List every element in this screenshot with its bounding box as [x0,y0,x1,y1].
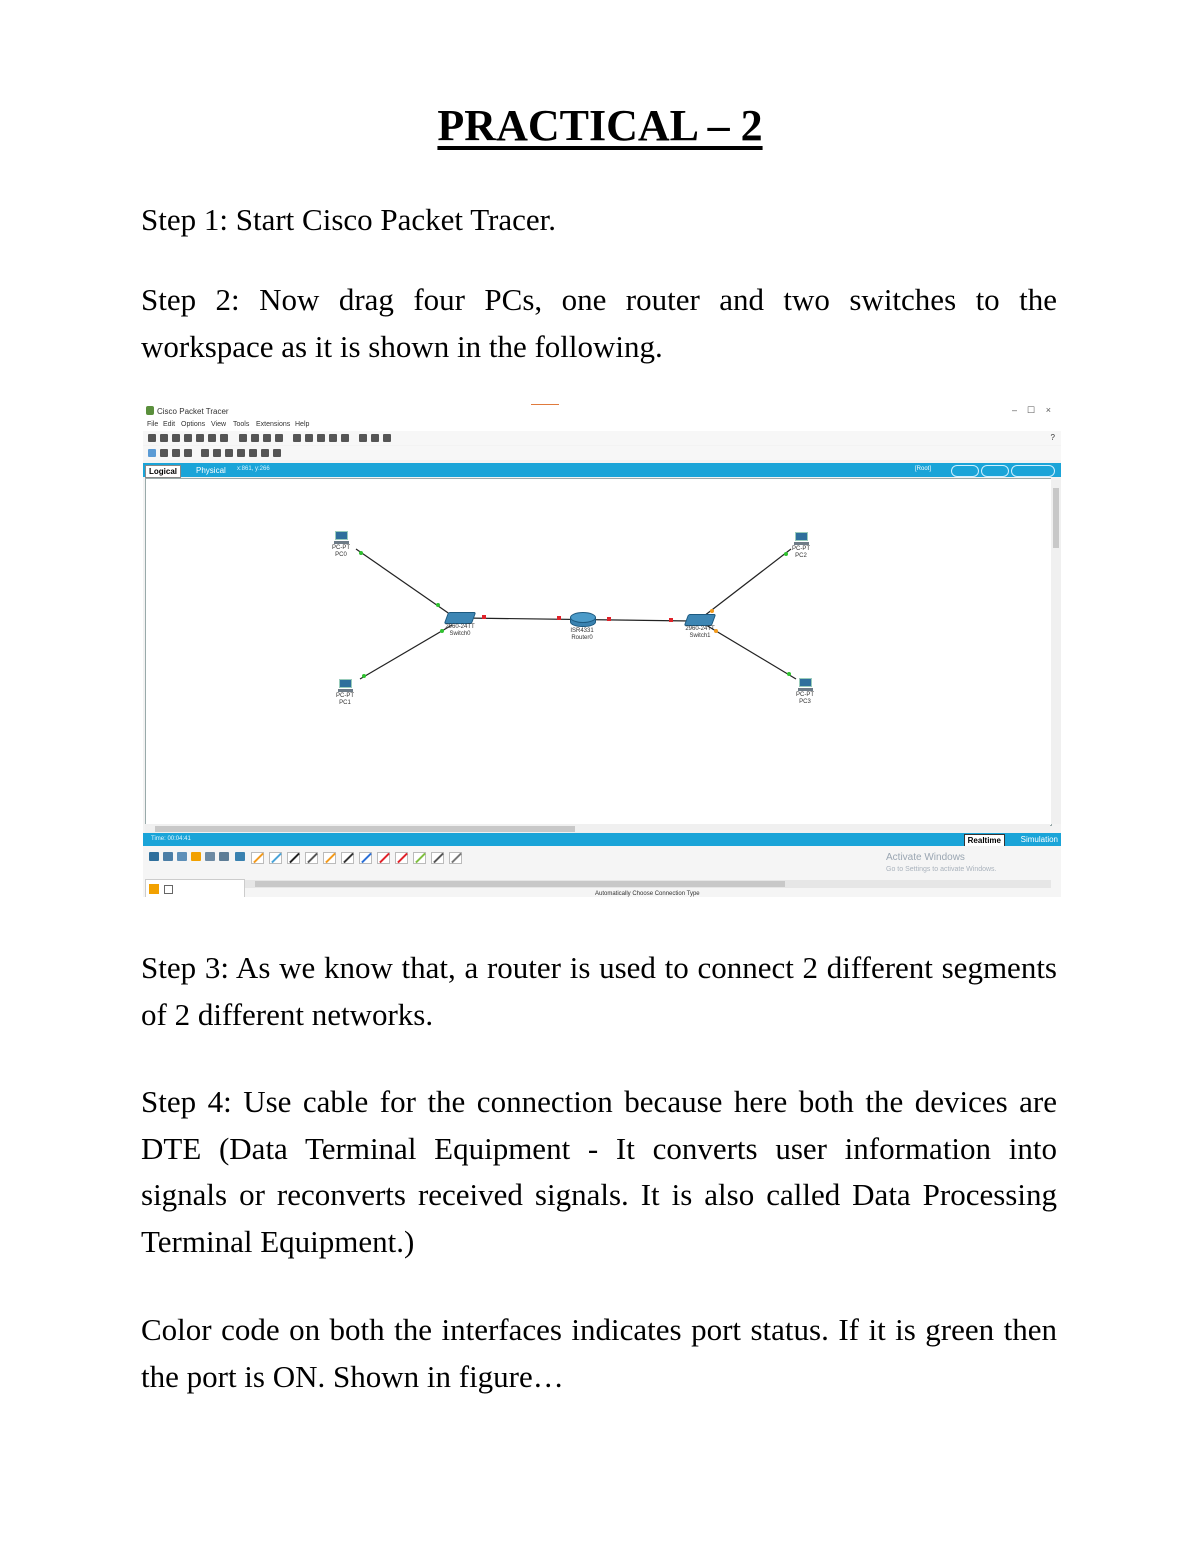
router0-name: Router0 [571,635,593,641]
step-3-text: Step 3: As we know that, a router is used to connect 2 different segments of 2 different networks. [141,950,1057,1032]
tab-logical[interactable]: Logical [145,465,181,478]
network-devices-icon[interactable] [149,852,159,861]
link-pc0-switch0[interactable] [356,549,454,617]
horizontal-scrollbar[interactable] [145,824,1050,833]
pt-main-toolbar [143,431,1061,445]
pc1-name: PC1 [339,700,351,706]
activity-wizard-icon[interactable] [196,434,204,442]
drawing-palette-icon[interactable] [329,434,337,442]
port-status-pc3 [787,672,791,676]
custom-device-icon[interactable] [341,434,349,442]
menu-help[interactable]: Help [295,421,310,428]
maximize-button[interactable]: ☐ [1026,405,1035,415]
end-devices-icon[interactable] [163,852,173,861]
phone-cable-icon[interactable] [341,852,354,864]
pc-icon [338,679,353,692]
pc0-name: PC0 [335,552,347,558]
vertical-scroll-thumb[interactable] [1053,488,1059,548]
network-info-icon[interactable] [208,434,216,442]
open-icon[interactable] [160,434,168,442]
grid-icon [164,885,173,894]
device-list-scroll-thumb[interactable] [255,881,785,887]
port-status-router0-a [557,616,561,620]
new-icon[interactable] [148,434,156,442]
connections-icon[interactable] [191,852,201,861]
logical-workspace[interactable] [145,478,1052,826]
page-title: PRACTICAL – 2 [437,101,763,150]
menu-tools[interactable]: Tools [233,421,250,428]
cluster-pill[interactable] [981,465,1009,477]
port-status-switch1-uplink [669,618,673,622]
shortcut-icon[interactable] [383,434,391,442]
undo-icon[interactable] [263,434,271,442]
step-2-text: Step 2: Now drag four PCs, one router and two switches to the workspace as it is shown in the following. [141,282,1057,364]
octal-cable-icon[interactable] [413,852,426,864]
pc-icon [798,678,813,691]
cloud-icon[interactable] [235,852,245,861]
switch-icon [684,614,716,626]
workspace-nav [911,465,1057,475]
mode-bar [143,833,1061,846]
simple-pdu-icon[interactable] [261,449,269,457]
menu-file[interactable]: File [147,421,159,428]
copy-icon[interactable] [239,434,247,442]
note-icon[interactable] [201,449,209,457]
pc1-type: PC-PT [336,693,354,699]
pc3-type: PC-PT [796,692,814,698]
color-code-text: Color code on both the interfaces indicates port status. If it is green then the port is ON. Shown in figure… [141,1312,1057,1394]
accent-line [531,404,559,405]
serial-dte-cable-icon[interactable] [395,852,408,864]
pc0-type: PC-PT [332,545,350,551]
root-label[interactable]: [Root] [915,466,932,472]
resize-icon[interactable] [184,449,192,457]
crossover-cable-icon[interactable] [305,852,318,864]
zoom-in-icon[interactable] [293,434,301,442]
viewport-pill[interactable] [951,465,979,477]
paste-icon[interactable] [251,434,259,442]
step-1-text: Step 1: Start Cisco Packet Tracer. [141,202,557,237]
auto-cable-label: Automatically Choose Connection Type [595,891,700,897]
lightning-icon [149,884,159,894]
time-label: Time: 00:04:41 [151,836,191,842]
port-status-switch1-a [710,609,714,613]
port-status-router0-b [607,617,611,621]
switch0-name: Switch0 [449,631,471,637]
close-button[interactable]: × [1045,405,1051,415]
redo-icon[interactable] [275,434,283,442]
line-icon[interactable] [213,449,221,457]
step-4-text: Step 4: Use cable for the connection because here both the devices are DTE (Data Terminal Equipment - It converts user information into signals or reconverts received signals. It is also called Data Processing Terminal Equipment.) [141,1084,1057,1259]
zoom-reset-icon[interactable] [305,434,313,442]
iot-cable-icon[interactable] [431,852,444,864]
rectangle-icon[interactable] [225,449,233,457]
pt-titlebar [143,403,1061,419]
topology-links [146,479,1051,825]
switch1-type: 2960-24TT [685,626,715,632]
pt-window-title: Cisco Packet Tracer [157,407,229,416]
port-status-switch0-a [436,603,440,607]
ellipse-icon[interactable] [237,449,245,457]
minimize-button[interactable]: – [1011,405,1017,415]
pc-icon [334,531,349,544]
multiuser-icon[interactable] [219,852,229,861]
pc2-name: PC2 [795,553,807,559]
pc-icon [794,532,809,545]
menu-edit[interactable]: Edit [163,421,176,428]
time-pill[interactable] [1011,465,1055,477]
packet-tracer-screenshot [143,403,1061,897]
coaxial-cable-icon[interactable] [359,852,372,864]
straight-through-cable-icon[interactable] [287,852,300,864]
switch0-type: 2960-24TT [445,624,475,630]
user-profile-icon[interactable] [220,434,228,442]
auto-cable-icon[interactable] [251,852,264,864]
pdu-icon[interactable] [371,434,379,442]
usb-cable-icon[interactable] [449,852,462,864]
router-icon [570,612,594,628]
switch-icon [444,612,476,624]
pt-common-toolbar [143,446,1061,460]
switch1-name: Switch1 [689,633,711,639]
activate-windows-watermark: Activate Windows [886,852,965,863]
complex-pdu-icon[interactable] [273,449,281,457]
misc-icon[interactable] [205,852,215,861]
freeform-icon[interactable] [249,449,257,457]
delete-icon[interactable] [172,449,180,457]
components-icon[interactable] [177,852,187,861]
selected-device-box[interactable] [145,879,245,897]
activate-windows-hint: Go to Settings to activate Windows. [886,866,997,873]
horizontal-scroll-thumb[interactable] [155,826,575,832]
fiber-cable-icon[interactable] [323,852,336,864]
workspace-bar [143,463,1061,477]
simulation-button[interactable]: Simulation [1020,835,1058,844]
menu-view[interactable]: View [211,421,227,428]
menu-options[interactable]: Options [181,421,206,428]
port-status-switch0-uplink [482,615,486,619]
serial-dce-cable-icon[interactable] [377,852,390,864]
pc3-name: PC3 [799,699,811,705]
help-icon[interactable]: ? [1050,433,1055,442]
pc2-type: PC-PT [792,546,810,552]
save-icon[interactable] [172,434,180,442]
inspect-icon[interactable] [160,449,168,457]
server-icon[interactable] [359,434,367,442]
tab-physical[interactable]: Physical [196,466,226,475]
menu-extensions[interactable]: Extensions [256,421,291,428]
device-list-scrollbar[interactable] [245,880,1051,888]
realtime-button[interactable]: Realtime [964,834,1005,847]
vertical-scrollbar[interactable] [1051,478,1061,824]
select-icon[interactable] [148,449,156,457]
port-status-pc1 [362,674,366,678]
print-icon[interactable] [184,434,192,442]
cursor-coordinates: x:861, y:266 [237,466,270,472]
packet-tracer-logo-icon [146,406,154,415]
pt-menubar [143,419,1061,431]
device-panel [143,846,1061,897]
router0-type: ISR4331 [570,628,594,634]
console-cable-icon[interactable] [269,852,282,864]
zoom-out-icon[interactable] [317,434,325,442]
